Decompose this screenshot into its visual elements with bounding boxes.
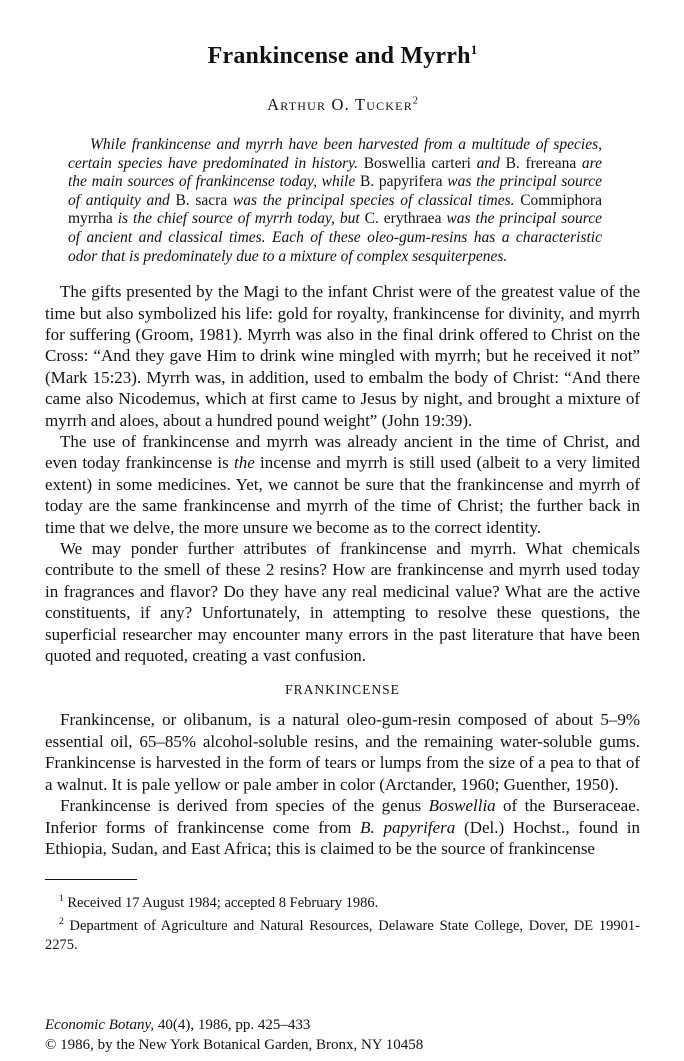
footnote-2-text: Department of Agriculture and Natural Resources, Delaware State College, Dover, DE 19901-2275. <box>45 917 641 953</box>
paragraph-magi-gifts: The gifts presented by the Magi to the infant Christ were of the greatest value of the time but also symbolized his life: gold for royalty, frankincense for divinity, and myrrh for suffering (Groom, 1981). Myrrh was also in the final drink offered to Christ on the Cross: “And they gave Him to drink wine mingled with myrrh; but he received it not” (Mark 15:23). Myrrh was, in addition, used to embalm the body of Christ: “And there came also Nicodemus, which at first came to Jesus by night, and brought a mixture of myrrh and aloes, about a hundred pound weight” (John 19:39). <box>45 282 640 430</box>
footnotes <box>45 879 640 955</box>
paragraph-olibanum-composition: Frankincense, or olibanum, is a natural oleo-gum-resin composed of about 5–9% essential oil, 65–85% alcohol-soluble resins, and the remaining water-soluble gums. Frankincense is harvested in the form of tears or lumps from the size of a pea to that of a walnut. It is pale yellow or pale amber in color (Arctander, 1960; Guenther, 1950). <box>45 710 640 794</box>
author-footnote-ref: 2 <box>412 95 418 107</box>
copyright-line: © 1986, by the New York Botanical Garden, Bronx, NY 10458 <box>45 1036 424 1053</box>
journal-footer <box>45 1016 640 1055</box>
footnote-divider <box>45 879 137 880</box>
author-name-text: Arthur O. Tucker <box>267 95 413 114</box>
section-heading-frankincense: FRANKINCENSE <box>285 682 400 698</box>
footnote-1-ref: 1 <box>59 894 64 905</box>
footnote-2-ref: 2 <box>59 917 64 928</box>
title-footnote-ref: 1 <box>470 42 478 57</box>
journal-citation: Economic Botany, 40(4), 1986, pp. 425–433 <box>45 1017 311 1033</box>
paragraph-boswellia-genus: Frankincense is derived from species of the genus Boswellia of the Burseraceae. Inferior forms of frankincense come from B. papyrifera (Del.) Hochst., found in Ethiopia, Sudan, and East Africa; this is claimed to be the source of frankincense <box>45 796 641 858</box>
abstract: While frankincense and myrrh have been harvested from a multitude of species, certain species have predominated in history. Boswellia carteri and B. frereana are the main sources of frankincense today, while B. papyrifera was the principal source of antiquity and B. sacra was the principal species of classical times. Commiphora myrrha is the chief source of myrrh today, but C. erythraea was the principal source of ancient and classical times. Each of these oleo-gum-resins has a characteristic odor that is predominately due to a mixture of complex sesquiterpenes. <box>68 136 603 265</box>
paragraph-ponder-attributes: We may ponder further attributes of frankincense and myrrh. What chemicals contribute to the smell of these 2 resins? How are frankincense and myrrh used today in fragrances and flavor? Do they have any real medicinal value? What are the active constituents, if any? Unfortunately, in attempting to resolve these questions, the superficial researcher may encounter many errors in the past literature that have been quoted and requoted, creating a vast confusion. <box>45 539 640 666</box>
article-title <box>45 42 640 70</box>
footnote-received <box>45 890 640 913</box>
author-name <box>45 95 640 115</box>
footnote-1-text: Received 17 August 1984; accepted 8 February 1986. <box>67 895 379 912</box>
paragraph-ancient-use: The use of frankincense and myrrh was already ancient in the time of Christ, and even today frankincense is the incense and myrrh is still used (albeit to a very limited extent) in some medicines. Yet, we cannot be sure that the frankincense and myrrh of today are the same frankincense and myrrh of the time of Christ; the further back in time that we delve, the more unsure we become as to the correct identity. <box>45 432 640 537</box>
article-title-text: Frankincense and Myrrh <box>207 43 471 69</box>
footnote-affiliation <box>45 913 640 955</box>
